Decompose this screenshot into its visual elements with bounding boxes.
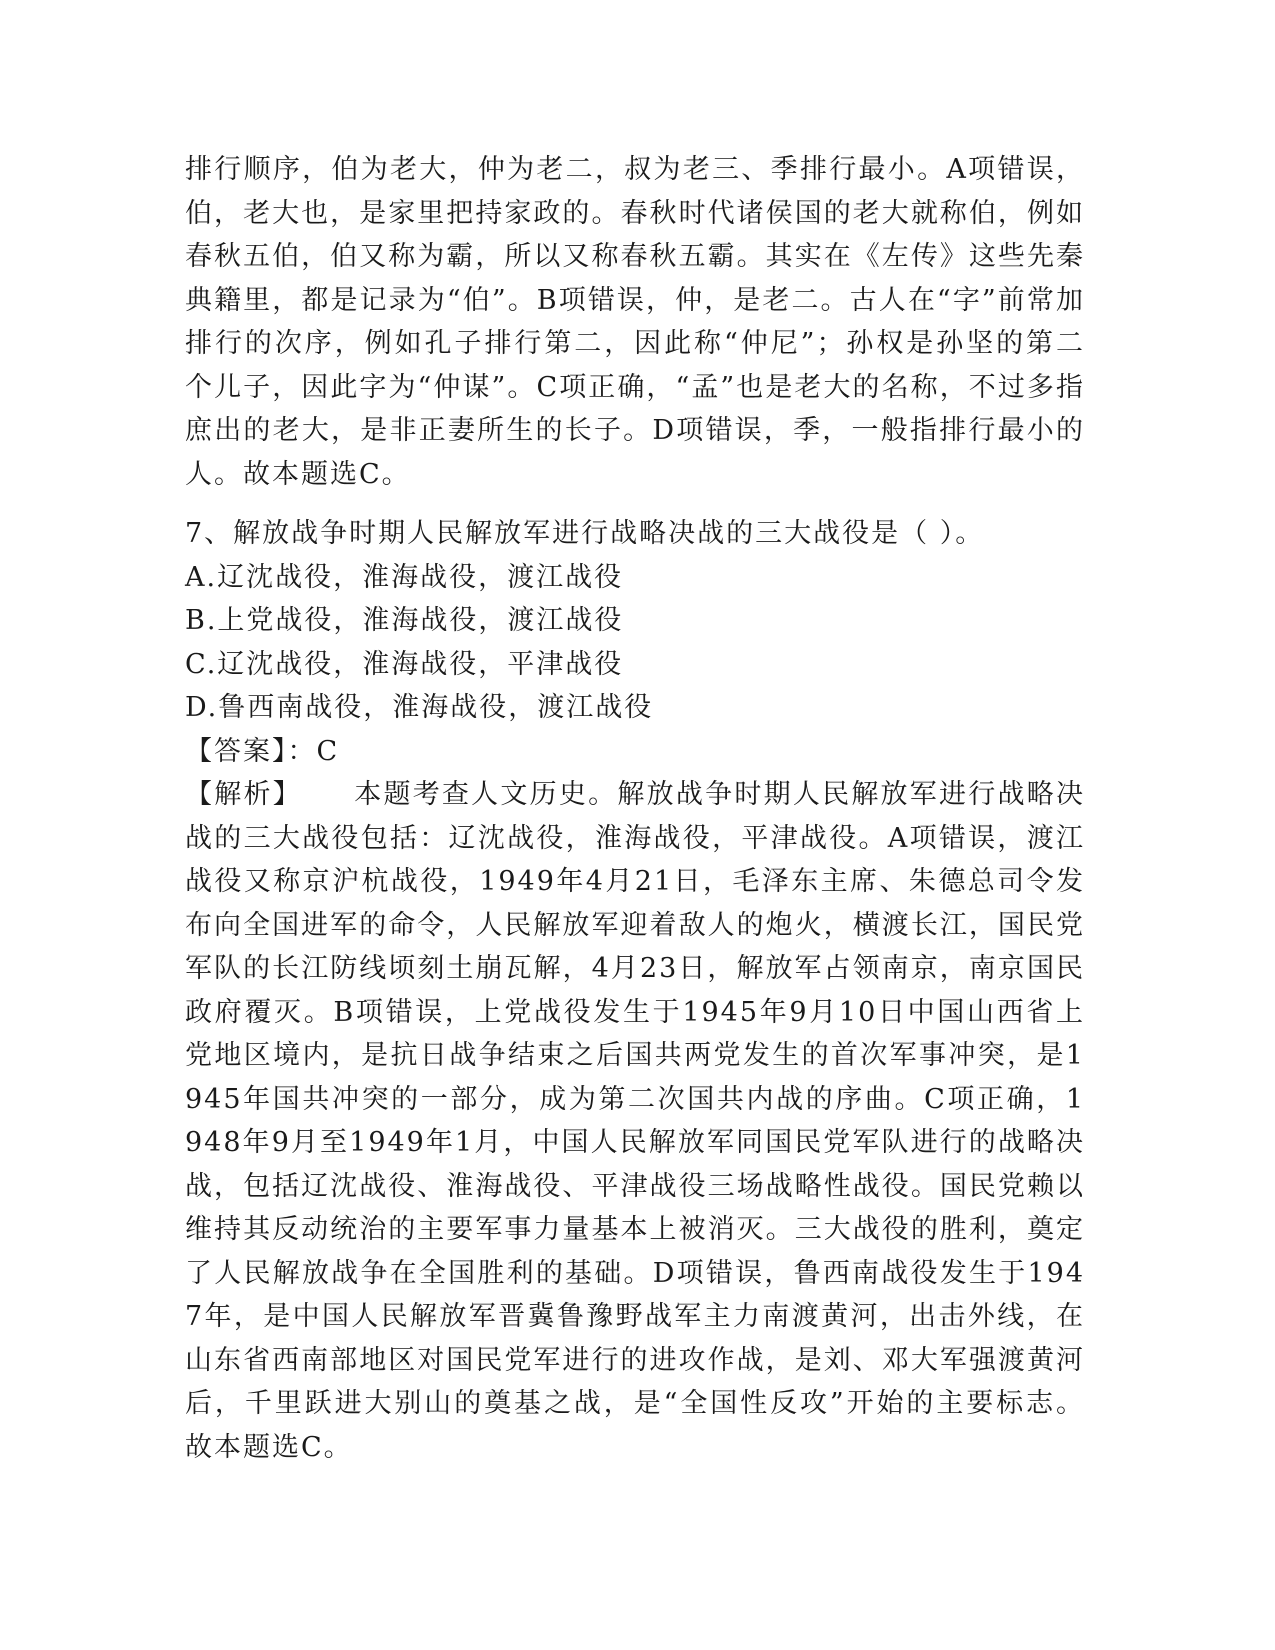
option-d: D.鲁西南战役，淮海战役，渡江战役 (185, 692, 654, 723)
analysis-label: 【解析】 (185, 779, 302, 810)
option-c: C.辽沈战役，淮海战役，平津战役 (185, 648, 624, 680)
option-b: B.上党战役，淮海战役，渡江战役 (185, 605, 624, 636)
answer-label: 【答案】： (185, 735, 317, 767)
document-page (185, 148, 1085, 1618)
answer-value: C (316, 735, 340, 767)
previous-analysis-paragraph: 排行顺序，伯为老大，仲为老二，叔为老三、季排行最小。A项错误，伯，老大也，是家里把持家政的。春秋时代诸侯国的老大就称伯，例如春秋五伯，伯又称为霸，所以又称春秋五霸。其实在《左传》这些先秦典籍里，都是记录为“伯”。B项错误，仲，是老二。古人在“字”前常加排行的次序，例如孔子排行第二，因此称“仲尼”；孙权是孙坚的第二个儿子，因此字为“仲谋”。C项正确，“孟”也是老大的名称，不过多指庶出的老大，是非正妻所生的长子。D项错误，季，一般指排行最小的人。故本题选C。 (185, 154, 1085, 490)
question-stem: 7、解放战争时期人民解放军进行战略决战的三大战役是（ ）。 (185, 518, 985, 549)
spacer (185, 496, 1085, 512)
option-a: A.辽沈战役，淮海战役，渡江战役 (185, 561, 624, 593)
analysis-text: 本题考查人文历史。解放战争时期人民解放军进行战略决战的三大战役包括：辽沈战役，淮海战役，平津战役。A项错误，渡江战役又称京沪杭战役，1949年4月21日，毛泽东主席、朱德总司令发布向全国进军的命令，人民解放军迎着敌人的炮火，横渡长江，国民党军队的长江防线顷刻土崩瓦解，4月23日，解放军占领南京，南京国民政府覆灭。B项错误，上党战役发生于1945年9月10日中国山西省上党地区境内，是抗日战争结束之后国共两党发生的首次军事冲突，是1945年国共冲突的一部分，成为第二次国共内战的序曲。C项正确，1948年9月至1949年1月，中国人民解放军同国民党军队进行的战略决战，包括辽沈战役、淮海战役、平津战役三场战略性战役。国民党赖以维持其反动统治的主要军事力量基本上被消灭。三大战役的胜利，奠定了人民解放战争在全国胜利的基础。D项错误，鲁西南战役发生于1947年，是中国人民解放军晋冀鲁豫野战军主力南渡黄河，出击外线，在山东省西南部地区对国民党军进行的进攻作战，是刘、邓大军强渡黄河后，千里跃进大别山的奠基之战，是“全国性反攻”开始的主要标志。故本题选C。 (185, 779, 1086, 1463)
analysis-paragraph (185, 773, 1085, 1469)
answer-line (185, 730, 1085, 774)
